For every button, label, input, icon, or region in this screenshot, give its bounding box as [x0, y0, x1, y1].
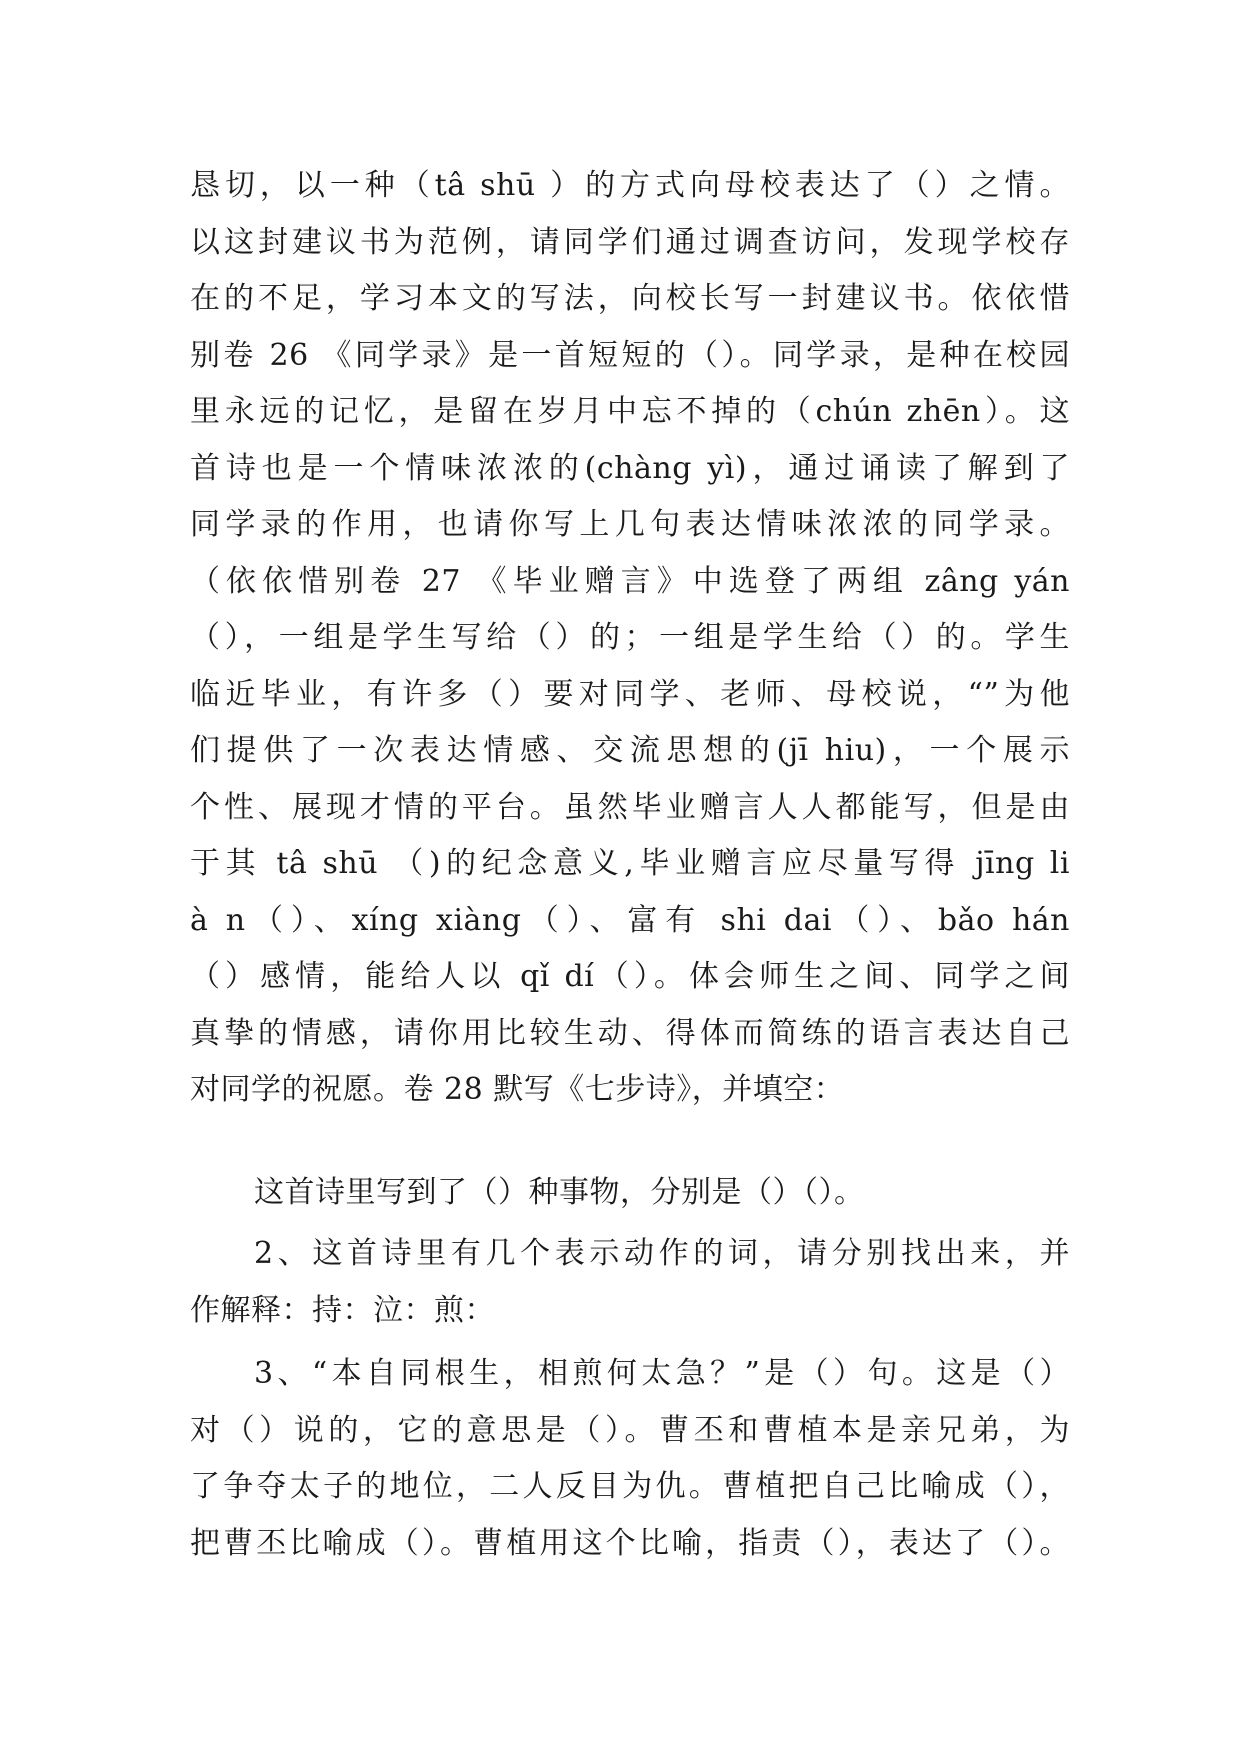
text-line: 这首诗里写到了（）种事物，分别是（）（）。 — [254, 1175, 865, 1210]
text-line: 对（）说的，它的意思是（）。曹丕和曹植本是亲兄弟，为 — [190, 1412, 1070, 1448]
text-line: （）感情，能给人以 qǐ dí（）。体会师生之间、同学之间 — [190, 959, 1070, 994]
text-line: 2、这首诗里有几个表示动作的词，请分别找出来，并 — [254, 1236, 1070, 1271]
text-line: 同学录的作用，也请你写上几句表达情味浓浓的同学录。 — [190, 507, 1070, 542]
text-line: 个性、展现才情的平台。虽然毕业赠言人人都能写，但是由 — [190, 789, 1070, 825]
text-line: 了争夺太子的地位，二人反目为仇。曹植把自己比喻成（）， — [190, 1469, 1070, 1504]
main-paragraph — [190, 158, 1070, 1119]
text-line: 对同学的祝愿。卷 28 默写《七步诗》，并填空： — [190, 1072, 845, 1107]
text-line: （依依惜别卷 27 《毕业赠言》中选登了两组 zâng yán — [190, 563, 1070, 599]
text-line: 作解释：持：泣：煎： — [190, 1292, 495, 1328]
text-line: 别卷 26 《同学录》是一首短短的（）。同学录，是种在校园 — [190, 337, 1070, 373]
text-line: 恳切，以一种（tâ shū ）的方式向母校表达了（）之情。 — [190, 168, 1070, 203]
text-line: 里永远的记忆，是留在岁月中忘不掉的（chún zhēn）。这 — [190, 394, 1070, 429]
question-3 — [190, 1346, 1070, 1572]
text-line: （），一组是学生写给（）的；一组是学生给（）的。学生 — [190, 620, 1070, 655]
text-line: 于其 tâ shū （)的纪念意义,毕业赠言应尽量写得 jīng li — [190, 846, 1070, 881]
text-line: 以这封建议书为范例，请同学们通过调查访问，发现学校存 — [190, 224, 1070, 260]
text-line: 们提供了一次表达情感、交流思想的(jī hiu)，一个展示 — [190, 733, 1070, 768]
text-line: 首诗也是一个情味浓浓的(chàng yì)，通过诵读了解到了 — [190, 450, 1070, 486]
question-2 — [190, 1226, 1070, 1339]
text-line: 真挚的情感，请你用比较生动、得体而简练的语言表达自己 — [190, 1015, 1070, 1051]
text-line: à n（）、xíng xiàng（）、富有 shi dai（）、bǎo hán — [190, 902, 1070, 938]
poem-question — [190, 1165, 1070, 1222]
text-line: 在的不足，学习本文的写法，向校长写一封建议书。依依惜 — [190, 281, 1070, 316]
text-line: 临近毕业，有许多（）要对同学、老师、母校说，“”为他 — [190, 676, 1070, 712]
text-line: 把曹丕比喻成（）。曹植用这个比喻，指责（），表达了（）。 — [190, 1525, 1070, 1561]
text-line: 3、“本自同根生，相煎何太急？”是（）句。这是（） — [254, 1356, 1070, 1391]
